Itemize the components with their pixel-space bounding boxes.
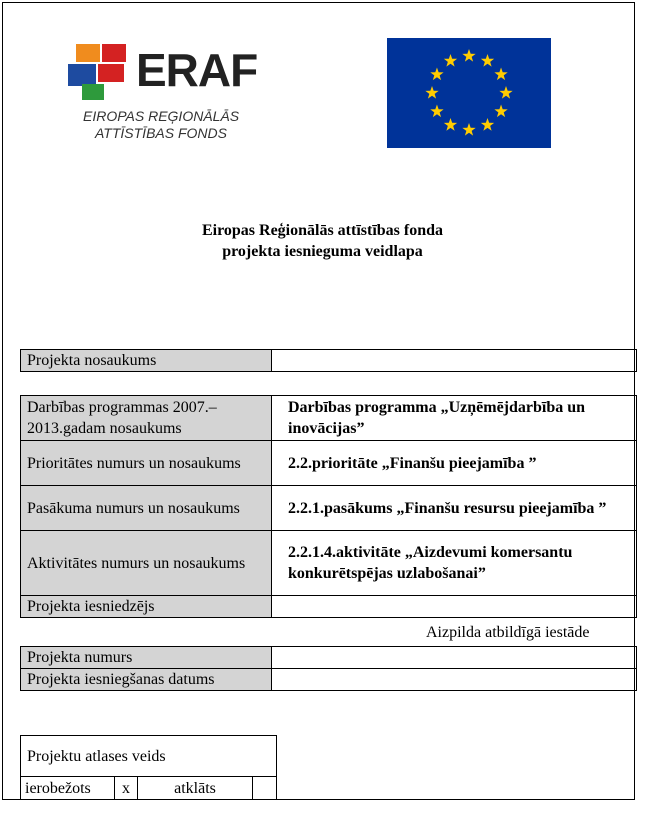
project-name-row: [21, 350, 637, 372]
eraf-subtitle-line2: ATTĪSTĪBAS FONDS: [95, 125, 227, 141]
programme-label: Darbības programmas 2007.–2013.gadam nosaukums: [21, 396, 272, 441]
priority-value: 2.2.prioritāte „Finanšu pieejamība ”: [272, 441, 637, 486]
project-number-label: Projekta numurs: [21, 647, 272, 669]
project-number-field[interactable]: [272, 647, 637, 669]
project-name-label: Projekta nosaukums: [21, 350, 272, 372]
logo-square-orange: [76, 44, 100, 62]
programme-value: Darbības programma „Uzņēmējdarbība un inovācijas”: [272, 396, 637, 441]
measure-row: [21, 486, 637, 531]
applicant-field[interactable]: [272, 596, 637, 618]
logo-square-green: [82, 84, 104, 100]
eu-flag: [387, 38, 551, 148]
measure-value: 2.2.1.pasākums „Finanšu resursu pieejamība ”: [272, 486, 637, 531]
applicant-row: [21, 596, 637, 618]
logo-square-red: [102, 44, 126, 62]
selection-heading-row: [21, 736, 277, 777]
submission-date-label: Projekta iesniegšanas datums: [21, 669, 272, 691]
option-restricted-label: ierobežots: [21, 777, 115, 800]
eraf-subtitle-line1: EIROPAS REĢIONĀLĀS: [83, 108, 240, 124]
logo-square-blue: [68, 64, 96, 86]
project-name-table: [20, 349, 637, 372]
project-name-field[interactable]: [272, 350, 637, 372]
authority-note: Aizpilda atbildīgā iestāde: [426, 624, 590, 641]
page-title: [0, 220, 645, 262]
programme-row: [21, 396, 637, 441]
eraf-logo-mark: [68, 44, 130, 100]
activity-value: 2.2.1.4.aktivitāte „Aizdevumi komersantu konkurētspējas uzlabošanai”: [272, 531, 637, 596]
option-open-checkbox[interactable]: [253, 777, 277, 800]
selection-heading: Projektu atlases veids: [21, 736, 277, 777]
option-open-label: atklāts: [138, 777, 253, 800]
eraf-logo-subtitle: [83, 108, 239, 142]
project-number-row: [21, 647, 637, 669]
submission-date-row: [21, 669, 637, 691]
priority-label: Prioritātes numurs un nosaukums: [21, 441, 272, 486]
priority-row: [21, 441, 637, 486]
measure-label: Pasākuma numurs un nosaukums: [21, 486, 272, 531]
logo-square-red-2: [98, 64, 124, 82]
title-line1: Eiropas Reģionālās attīstības fonda: [201, 222, 444, 239]
eraf-logo-text: ERAF: [136, 44, 258, 96]
title-line2: projekta iesnieguma veidlapa: [222, 243, 423, 260]
programme-table: [20, 395, 637, 618]
submission-date-field[interactable]: [272, 669, 637, 691]
activity-label: Aktivitātes numurs un nosaukums: [21, 531, 272, 596]
authority-table: [20, 646, 637, 691]
option-restricted-checkbox[interactable]: x: [115, 777, 138, 800]
selection-options-row: [21, 777, 277, 800]
activity-row: [21, 531, 637, 596]
selection-type-table: [20, 735, 277, 800]
applicant-label: Projekta iesniedzējs: [21, 596, 272, 618]
